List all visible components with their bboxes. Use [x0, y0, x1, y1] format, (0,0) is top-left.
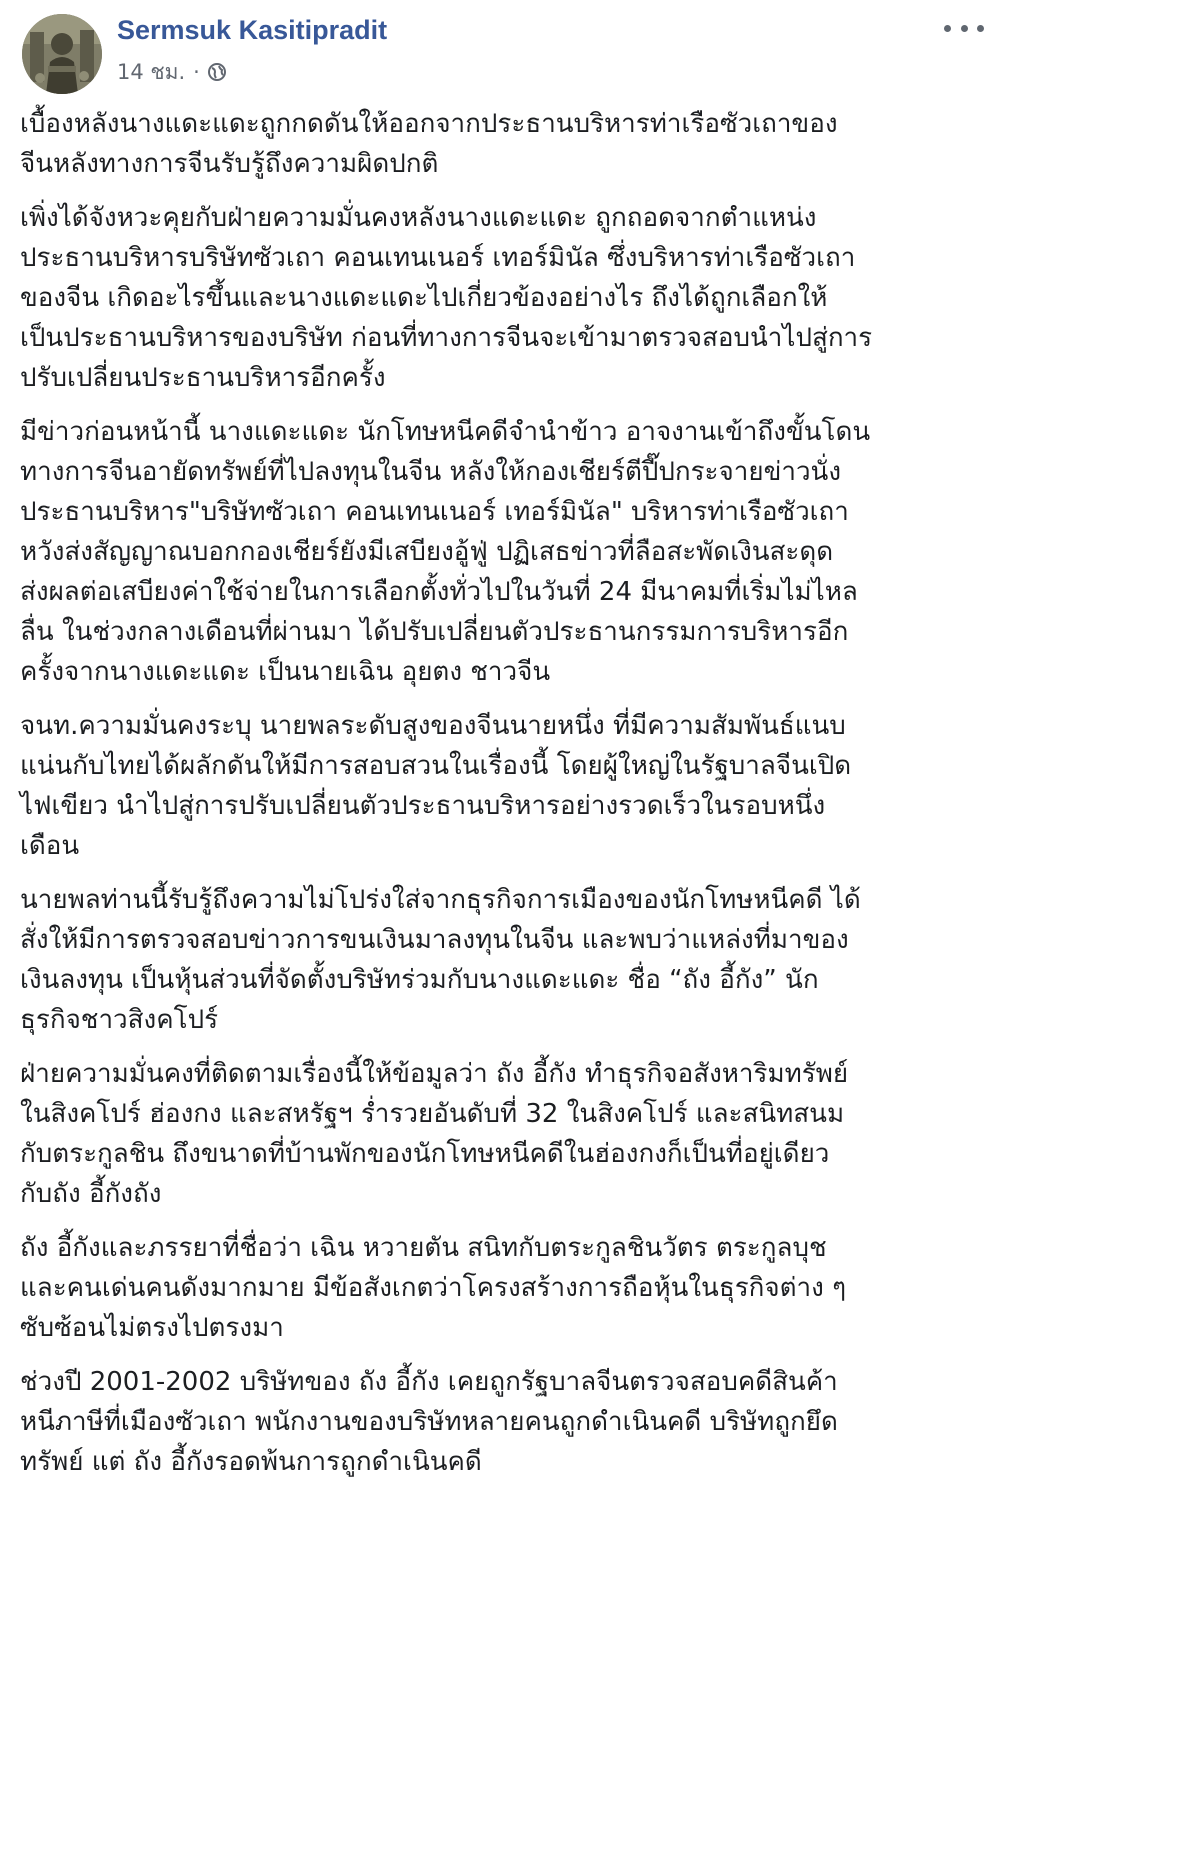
post-meta — [117, 58, 227, 86]
post-paragraph: ฝ่ายความมั่นคงที่ติดตามเรื่องนี้ให้ข้อมูลว่า ถัง อี้กัง ทำธุรกิจอสังหาริมทรัพย์ ในสิงคโปร์ ฮ่องกง และสหรัฐฯ ร่ำรวยอันดับที่ 32 ในสิงคโปร์ และสนิทสนม กับตระกูลชิน ถึงขนาดที่บ้านพักของนักโทษหนีคดีในฮ่องกงก็เป็นที่อยู่เดียว กับถัง อี้กังถัง — [20, 1059, 849, 1209]
post-paragraph: เบื้องหลังนางแดะแดะถูกกดดันให้ออกจากประธานบริหารท่าเรือซัวเถาของ จีนหลังทางการจีนรับรู้ถึงความผิดปกติ — [20, 109, 838, 179]
more-dot — [977, 25, 984, 32]
more-dot — [944, 25, 951, 32]
meta-separator: · — [193, 60, 200, 84]
avatar[interactable] — [22, 14, 102, 94]
avatar-image — [22, 14, 102, 94]
author-name[interactable]: Sermsuk Kasitipradit — [117, 15, 388, 45]
post-paragraph: จนท.ความมั่นคงระบุ นายพลระดับสูงของจีนนายหนึ่ง ที่มีความสัมพันธ์แนบ แน่นกับไทยได้ผลักดันให้มีการสอบสวนในเรื่องนี้ โดยผู้ใหญ่ในรัฐบาลจีนเปิด ไฟเขียว นำไปสู่การปรับเปลี่ยนตัวประธานบริหารอย่างรวดเร็วในรอบหนึ่ง เดือน — [20, 711, 852, 861]
post-timestamp[interactable]: 14 ชม. — [117, 59, 186, 84]
post-paragraph: มีข่าวก่อนหน้านี้ นางแดะแดะ นักโทษหนีคดีจำนำข้าว อาจงานเข้าถึงขั้นโดน ทางการจีนอายัดทรัพย์ที่ไปลงทุนในจีน หลังให้กองเชียร์ตีปี๊ปกระจายข่าวนั่ง ประธานบริหาร"บริษัทซัวเถา คอนเทนเนอร์ เทอร์มินัล" บริหารท่าเรือซัวเถา หวังส่งสัญญาณบอกกองเชียร์ยังมีเสบียงอู้ฟู่ ปฏิเสธข่าวที่ลือสะพัดเงินสะดุด ส่งผลต่อเสบียงค่าใช้จ่ายในการเลือกตั้งทั่วไปในวันที่ 24 มีนาคมที่เริ่มไม่ไหล ลื่น ในช่วงกลางเดือนที่ผ่านมา ได้ปรับเปลี่ยนตัวประธานกรรมการบริหารอีก ครั้งจากนางแดะแดะ เป็นนายเฉิน อุยตง ชาวจีน — [20, 417, 871, 687]
post-paragraph: ถัง อี้กังและภรรยาที่ชื่อว่า เฉิน หวายตัน สนิทกับตระกูลชินวัตร ตระกูลบุช และคนเด่นคนดังมากมาย มีข้อสังเกตว่าโครงสร้างการถือหุ้นในธุรกิจต่าง ๆ ซับซ้อนไม่ตรงไปตรงมา — [20, 1233, 847, 1343]
post-header — [18, 10, 984, 96]
post-paragraph: เพิ่งได้จังหวะคุยกับฝ่ายความมั่นคงหลังนางแดะแดะ ถูกถอดจากตำแหน่ง ประธานบริหารบริษัทซัวเถา คอนเทนเนอร์ เทอร์มินัล ซึ่งบริหารท่าเรือซัวเถา ของจีน เกิดอะไรขึ้นและนางแดะแดะไปเกี่ยวข้องอย่างไร ถึงได้ถูกเลือกให้ เป็นประธานบริหารของบริษัท ก่อนที่ทางการจีนจะเข้ามาตรวจสอบนำไปสู่การ ปรับเปลี่ยนประธานบริหารอีกครั้ง — [20, 203, 873, 393]
post-body — [20, 104, 992, 1496]
more-dot — [961, 25, 968, 32]
more-options-icon[interactable] — [944, 14, 984, 42]
globe-icon[interactable] — [207, 62, 227, 82]
post-paragraph: ช่วงปี 2001-2002 บริษัทของ ถัง อี้กัง เคยถูกรัฐบาลจีนตรวจสอบคดีสินค้า หนีภาษีที่เมืองซัวเถา พนักงานของบริษัทหลายคนถูกดำเนินคดี บริษัทถูกยึด ทรัพย์ แต่ ถัง อี้กังรอดพ้นการถูกดำเนินคดี — [20, 1367, 838, 1477]
post-paragraph: นายพลท่านนี้รับรู้ถึงความไม่โปร่งใส่จากธุรกิจการเมืองของนักโทษหนีคดี ได้ สั่งให้มีการตรวจสอบข่าวการขนเงินมาลงทุนในจีน และพบว่าแหล่งที่มาของ เงินลงทุน เป็นหุ้นส่วนที่จัดตั้งบริษัทร่วมกับนางแดะแดะ ชื่อ “ถัง อี้กัง” นัก ธุรกิจชาวสิงคโปร์ — [20, 885, 861, 1035]
